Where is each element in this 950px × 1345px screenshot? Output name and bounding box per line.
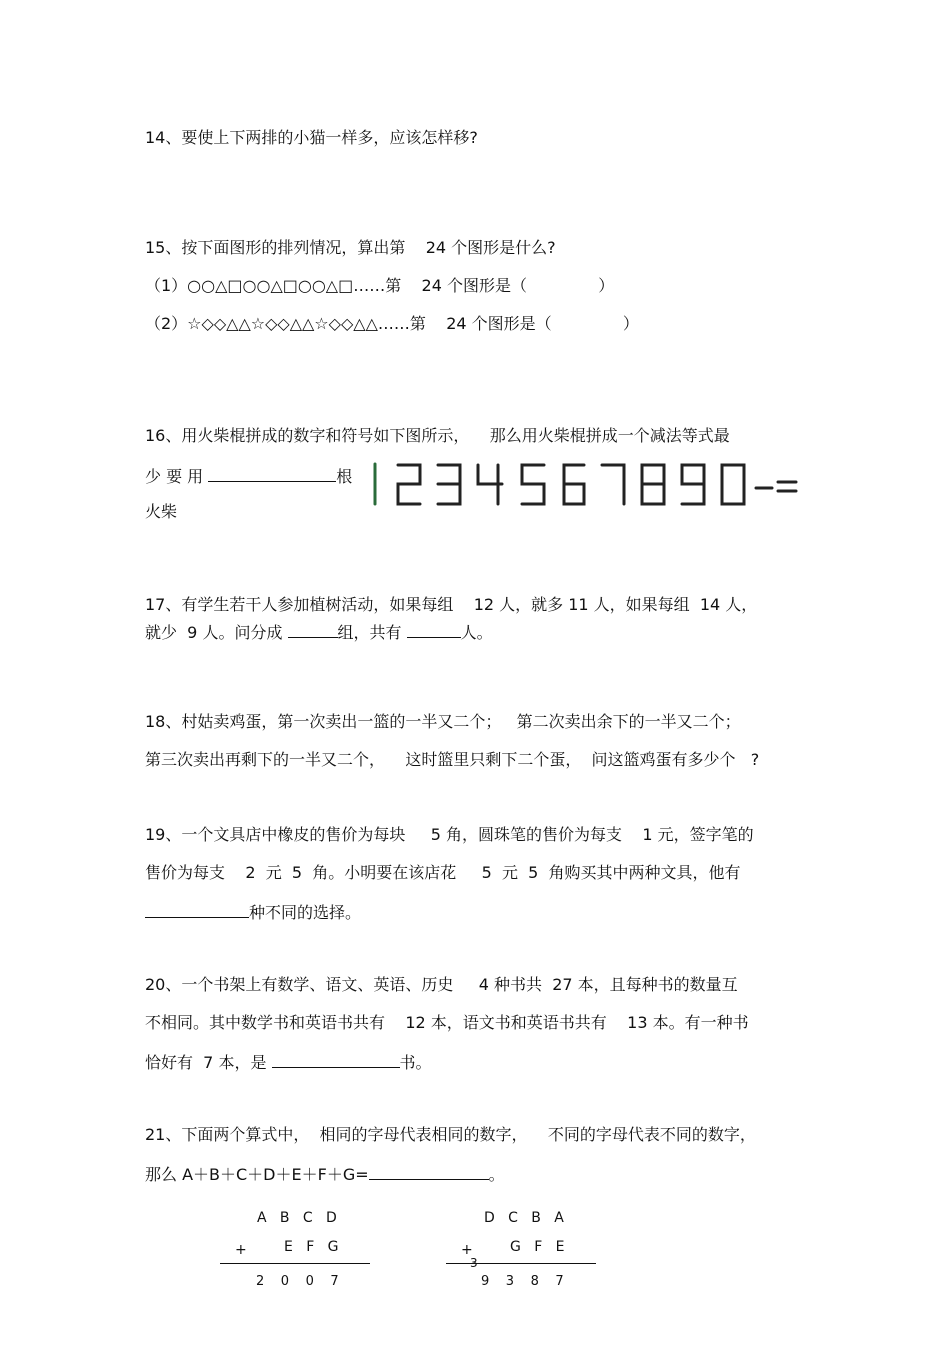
eq1-plus-sign: + (235, 1242, 247, 1258)
q19-line3 (145, 901, 361, 923)
q16-line2-suffix: 根 (336, 467, 353, 486)
q16-answer-blank[interactable] (208, 465, 336, 482)
q19-line3-suffix: 种不同的选择。 (249, 903, 362, 922)
q17-line2-c: 人。 (460, 623, 493, 642)
eq2-top-row: D C B A (484, 1210, 564, 1226)
q17-people-blank[interactable] (407, 621, 461, 638)
page-number: 3 (470, 1256, 478, 1270)
q20-line2: 不相同。其中数学书和英语书共有 12 本，语文书和英语书共有 13 本。有一种书 (145, 1013, 749, 1032)
q21-line2 (145, 1163, 505, 1185)
q21-line2-suffix: 。 (488, 1165, 505, 1184)
q19-line1: 19、一个文具店中橡皮的售价为每块 5 角，圆珠笔的售价为每支 1 元，签字笔的 (145, 825, 754, 844)
matchstick-4 (478, 465, 502, 504)
q21-line1: 21、下面两个算式中， 相同的字母代表相同的数字， 不同的字母代表不同的数字， (145, 1125, 756, 1144)
q20-line1: 20、一个书架上有数学、语文、英语、历史 4 种书共 27 本，且每种书的数量互 (145, 975, 738, 994)
eq1-middle-row: E F G (284, 1239, 339, 1255)
q16-line1: 16、用火柴棍拼成的数字和符号如下图所示， 那么用火柴棍拼成一个减法等式最 (145, 426, 730, 445)
matchstick-2 (398, 465, 420, 504)
q19-line2: 售价为每支 2 元 5 角。小明要在该店花 5 元 5 角购买其中两种文具，他有 (145, 863, 741, 882)
q17-line2-b: 组，共有 (337, 623, 407, 642)
matchstick-digits-figure (368, 458, 800, 510)
q20-answer-blank[interactable] (272, 1051, 400, 1068)
matchstick-0 (722, 465, 744, 504)
q21-line2-prefix: 那么 A＋B＋C＋D＋E＋F＋G= (145, 1165, 369, 1184)
eq2-sum-line (446, 1263, 596, 1264)
q18-line1: 18、村姑卖鸡蛋，第一次卖出一篮的一半又二个； 第二次卖出余下的一半又二个； (145, 712, 741, 731)
q14-text: 14、要使上下两排的小猫一样多，应该怎样移? (145, 128, 478, 147)
q17-line1: 17、有学生若干人参加植树活动，如果每组 12 人，就多 11 人，如果每组 14 人， (145, 595, 758, 614)
q20-line3-suffix: 书。 (399, 1053, 432, 1072)
q16-line3: 火柴 (145, 502, 178, 521)
q21-answer-blank[interactable] (369, 1163, 489, 1180)
q20-line3-prefix: 恰好有 7 本，是 (145, 1053, 272, 1072)
eq1-top-row: A B C D (257, 1210, 337, 1226)
q15-text: 15、按下面图形的排列情况，算出第 24 个图形是什么? (145, 238, 556, 257)
q17-groups-blank[interactable] (288, 621, 338, 638)
eq1-result-row: 2 0 0 7 (256, 1274, 339, 1289)
eq2-plus-sign: + (461, 1242, 473, 1258)
q16-line2 (145, 465, 352, 487)
q17-line2 (145, 621, 493, 643)
q15-item1: （1）○○△□○○△□○○△□……第 24 个图形是（ ） (145, 276, 615, 295)
matchstick-9 (682, 465, 704, 504)
matchstick-3 (438, 465, 460, 504)
q16-line2-prefix: 少 要 用 (145, 467, 204, 486)
q15-item2: （2）☆◇◇△△☆◇◇△△☆◇◇△△……第 24 个图形是（ ） (145, 314, 639, 333)
q17-line2-a: 就少 9 人。问分成 (145, 623, 288, 642)
q20-line3 (145, 1051, 432, 1073)
matchstick-6 (564, 465, 584, 504)
q19-answer-blank[interactable] (145, 901, 249, 918)
matchstick-7 (602, 465, 624, 504)
q18-line2: 第三次卖出再剩下的一半又二个， 这时篮里只剩下二个蛋， 问这篮鸡蛋有多少个 ? (145, 750, 760, 769)
eq2-result-row: 9 3 8 7 (481, 1274, 564, 1289)
eq2-middle-row: G F E (510, 1239, 565, 1255)
matchstick-8 (642, 465, 664, 504)
eq1-sum-line (220, 1263, 370, 1264)
matchstick-5 (522, 465, 544, 504)
